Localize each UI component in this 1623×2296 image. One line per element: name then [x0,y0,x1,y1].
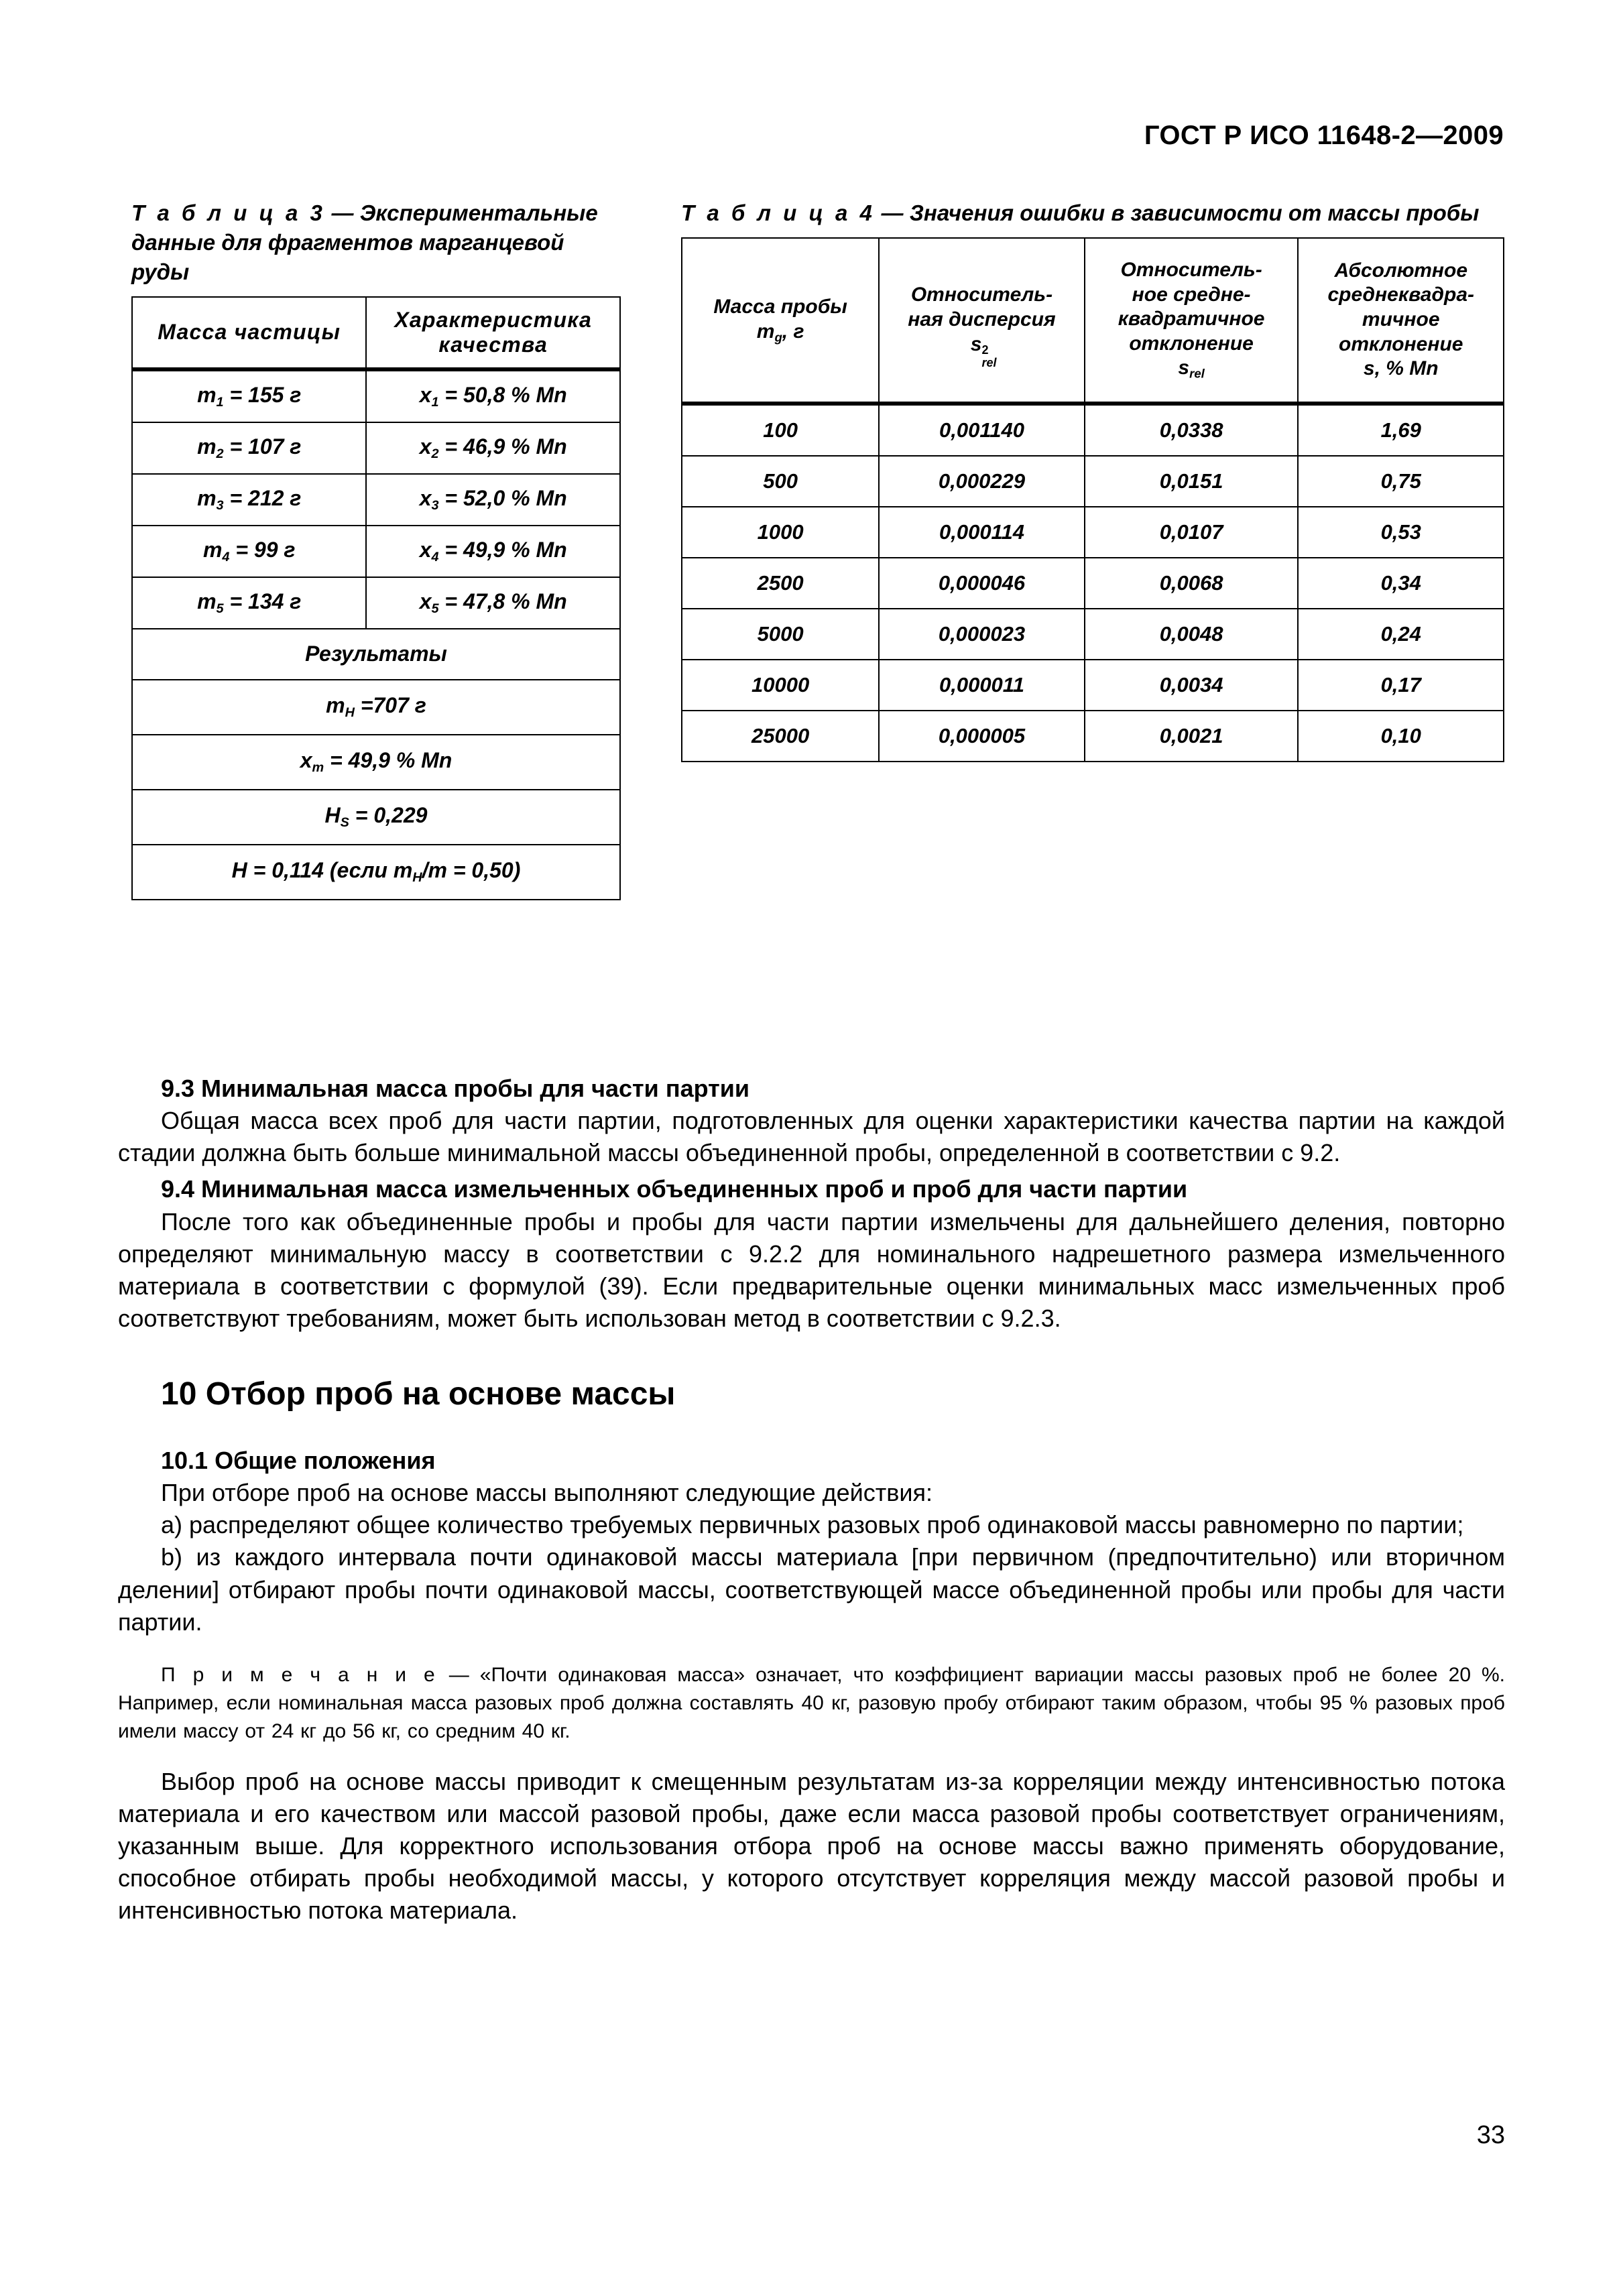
table3-cell-mass-1: $m_1 = 155$ г [132,369,366,422]
table4-col-header-sample-mass: Масса пробы $m_g$, г [682,238,879,404]
heading-10-1: 10.1 Общие положения [161,1447,436,1475]
table3-cell-quality-1: $x_1 = 50,8$ % Mn [366,369,620,422]
body-text-region [118,1073,1505,1927]
table4 [681,237,1504,762]
table3-cell-quality-5: $x_5 = 47,8$ % Mn [366,577,620,629]
paragraph-9-4: После того как объединенные пробы и пробы для части партии измельчены для дальнейшего деления, повторно определяют минимальную массу в соответствии с 9.2.2 для номинального надрешетного размера измельченного материала в соответствии с формулой (39). Если предварительные оценки минимальных масс измельченных проб соответствуют требованиям, может быть использован метод в соответствии с 9.2.3. [118,1207,1505,1332]
table3-result-mh: $m_H =707$ г [132,680,620,735]
table4-cell-variance: 0,001140 [879,404,1085,456]
note-label: П р и м е ч а н и е [161,1663,438,1686]
paragraph-9-3: Общая масса всех проб для части партии, подготовленных для оценки характеристики качества партии на каждой стадии должна быть больше минимальной массы объединенной пробы, определенной в соответствии с 9.2. [118,1107,1505,1167]
table-row [682,456,1504,507]
table4-cell-rel-sd: 0,0021 [1085,711,1299,762]
note-text: «Почти одинаковая масса» означает, что коэффициент вариации массы разовых проб не более 20 %. Например, если номинальная масса разовых проб должна составлять 40 кг, разовую пробу отбирают таким образом, чтобы 95 % разовых проб имели массу от 24 кг до 56 кг, со средним 40 кг. [118,1663,1506,1742]
table-row [682,609,1504,660]
list-item-a: а) распределяют общее количество требуемых первичных разовых проб одинаковой массы равномерно по партии; [161,1511,1464,1539]
table4-cell-variance: 0,000005 [879,711,1085,762]
table4-cell-variance: 0,000046 [879,558,1085,609]
table3-result-hs: $H_S = 0,229$ [132,790,620,845]
table4-cell-rel-sd: 0,0338 [1085,404,1299,456]
table3-caption-title: Экспериментальные данные для фрагментов марганцевой руды [131,200,598,284]
table-row [132,845,620,900]
running-header-standard-ref: ГОСТ Р ИСО 11648-2—2009 [1144,121,1504,150]
table-row [132,369,620,422]
table3-caption [131,198,621,287]
table-row [132,790,620,845]
table-row [132,735,620,790]
table4-cell-variance: 0,000023 [879,609,1085,660]
table3-col-header-mass: Масса частицы [132,297,366,369]
table4-cell-mass: 1000 [682,507,879,558]
table4-cell-variance: 0,000229 [879,456,1085,507]
table-row [682,507,1504,558]
table4-cell-abs-sd: 1,69 [1298,404,1504,456]
table3-caption-label: Т а б л и ц а 3 [131,200,326,225]
table4-caption-label: Т а б л и ц а 4 [681,200,876,225]
table4-col-header-relative-sd: Относитель- ное средне- квадратичное отклонение $s_{rel}$ [1085,238,1299,404]
heading-9-3: 9.3 Минимальная масса пробы для части партии [161,1075,749,1102]
table3-block [131,198,621,900]
table-row [132,474,620,526]
table3-col-header-quality: Характеристика качества [366,297,620,369]
table-row [682,558,1504,609]
table4-caption-dash: — [875,200,910,225]
table4-col-header-absolute-sd: Абсолютное среднеквадра- тичное отклонение s, % Mn [1298,238,1504,404]
table4-cell-rel-sd: 0,0068 [1085,558,1299,609]
table3-caption-dash: — [325,200,360,225]
paragraph-10-1-intro: При отборе проб на основе массы выполняют следующие действия: [161,1479,933,1507]
table4-cell-variance: 0,000011 [879,660,1085,711]
table4-cell-variance: 0,000114 [879,507,1085,558]
list-item-b: b) из каждого интервала почти одинаковой массы материала [при первичном (предпочтительно) или вторичном делении] отбирают пробы почти одинаковой массы, соответствующей массе объединенной пробы или пробы для части партии. [118,1543,1505,1636]
table4-header-row [682,238,1504,404]
note-block [118,1661,1505,1746]
heading-10: 10 Отбор проб на основе массы [161,1376,676,1412]
page-number: 33 [1476,2121,1505,2149]
table-row [682,711,1504,762]
table3-result-h: H = 0,114 (если $m_H/m = 0,50$) [132,845,620,900]
table3-cell-quality-3: $x_3 = 52,0$ % Mn [366,474,620,526]
table3-cell-mass-4: $m_4 = 99$ г [132,526,366,577]
table3-cell-mass-2: $m_2 = 107$ г [132,422,366,474]
table4-caption [681,198,1504,228]
table4-cell-mass: 5000 [682,609,879,660]
table4-cell-mass: 100 [682,404,879,456]
table4-block [681,198,1504,762]
table4-cell-mass: 2500 [682,558,879,609]
table4-cell-rel-sd: 0,0151 [1085,456,1299,507]
table-row [132,680,620,735]
table4-cell-mass: 500 [682,456,879,507]
table3-result-xm: $x_m = 49,9$ % Mn [132,735,620,790]
table3-results-header-row [132,629,620,680]
table4-col-header-relative-variance: Относитель- ная дисперсия s 2 rel [879,238,1085,404]
table3 [131,296,621,900]
table-row [132,422,620,474]
table4-cell-abs-sd: 0,53 [1298,507,1504,558]
note-dash: — [438,1663,480,1686]
table4-cell-mass: 25000 [682,711,879,762]
table3-cell-mass-3: $m_3 = 212$ г [132,474,366,526]
table4-cell-abs-sd: 0,75 [1298,456,1504,507]
table4-cell-abs-sd: 0,24 [1298,609,1504,660]
table4-cell-rel-sd: 0,0048 [1085,609,1299,660]
table3-cell-mass-5: $m_5 = 134$ г [132,577,366,629]
table4-cell-abs-sd: 0,10 [1298,711,1504,762]
table4-cell-rel-sd: 0,0034 [1085,660,1299,711]
table3-cell-quality-4: $x_4 = 49,9$ % Mn [366,526,620,577]
table3-cell-quality-2: $x_2 = 46,9$ % Mn [366,422,620,474]
table3-header-row [132,297,620,369]
table4-cell-abs-sd: 0,17 [1298,660,1504,711]
table3-results-header: Результаты [132,629,620,680]
table4-cell-mass: 10000 [682,660,879,711]
tables-region [131,198,1505,996]
heading-9-4: 9.4 Минимальная масса измельченных объединенных проб и проб для части партии [161,1175,1188,1203]
table-row [132,577,620,629]
paragraph-final: Выбор проб на основе массы приводит к смещенным результатам из-за корреляции между интенсивностью потока материала и его качеством или массой разовой пробы, даже если масса разовой пробы соответствует ограничениям, указанным выше. Для корректного использования отбора проб на основе массы важно применять оборудование, способное отбирать пробы необходимой массы, у которого отсутствует корреляция между массой разовой пробы и интенсивностью потока материала. [118,1767,1505,1924]
table-row [132,526,620,577]
table4-cell-rel-sd: 0,0107 [1085,507,1299,558]
table-row [682,660,1504,711]
table4-caption-title: Значения ошибки в зависимости от массы пробы [909,200,1480,225]
table-row [682,404,1504,456]
table4-cell-abs-sd: 0,34 [1298,558,1504,609]
